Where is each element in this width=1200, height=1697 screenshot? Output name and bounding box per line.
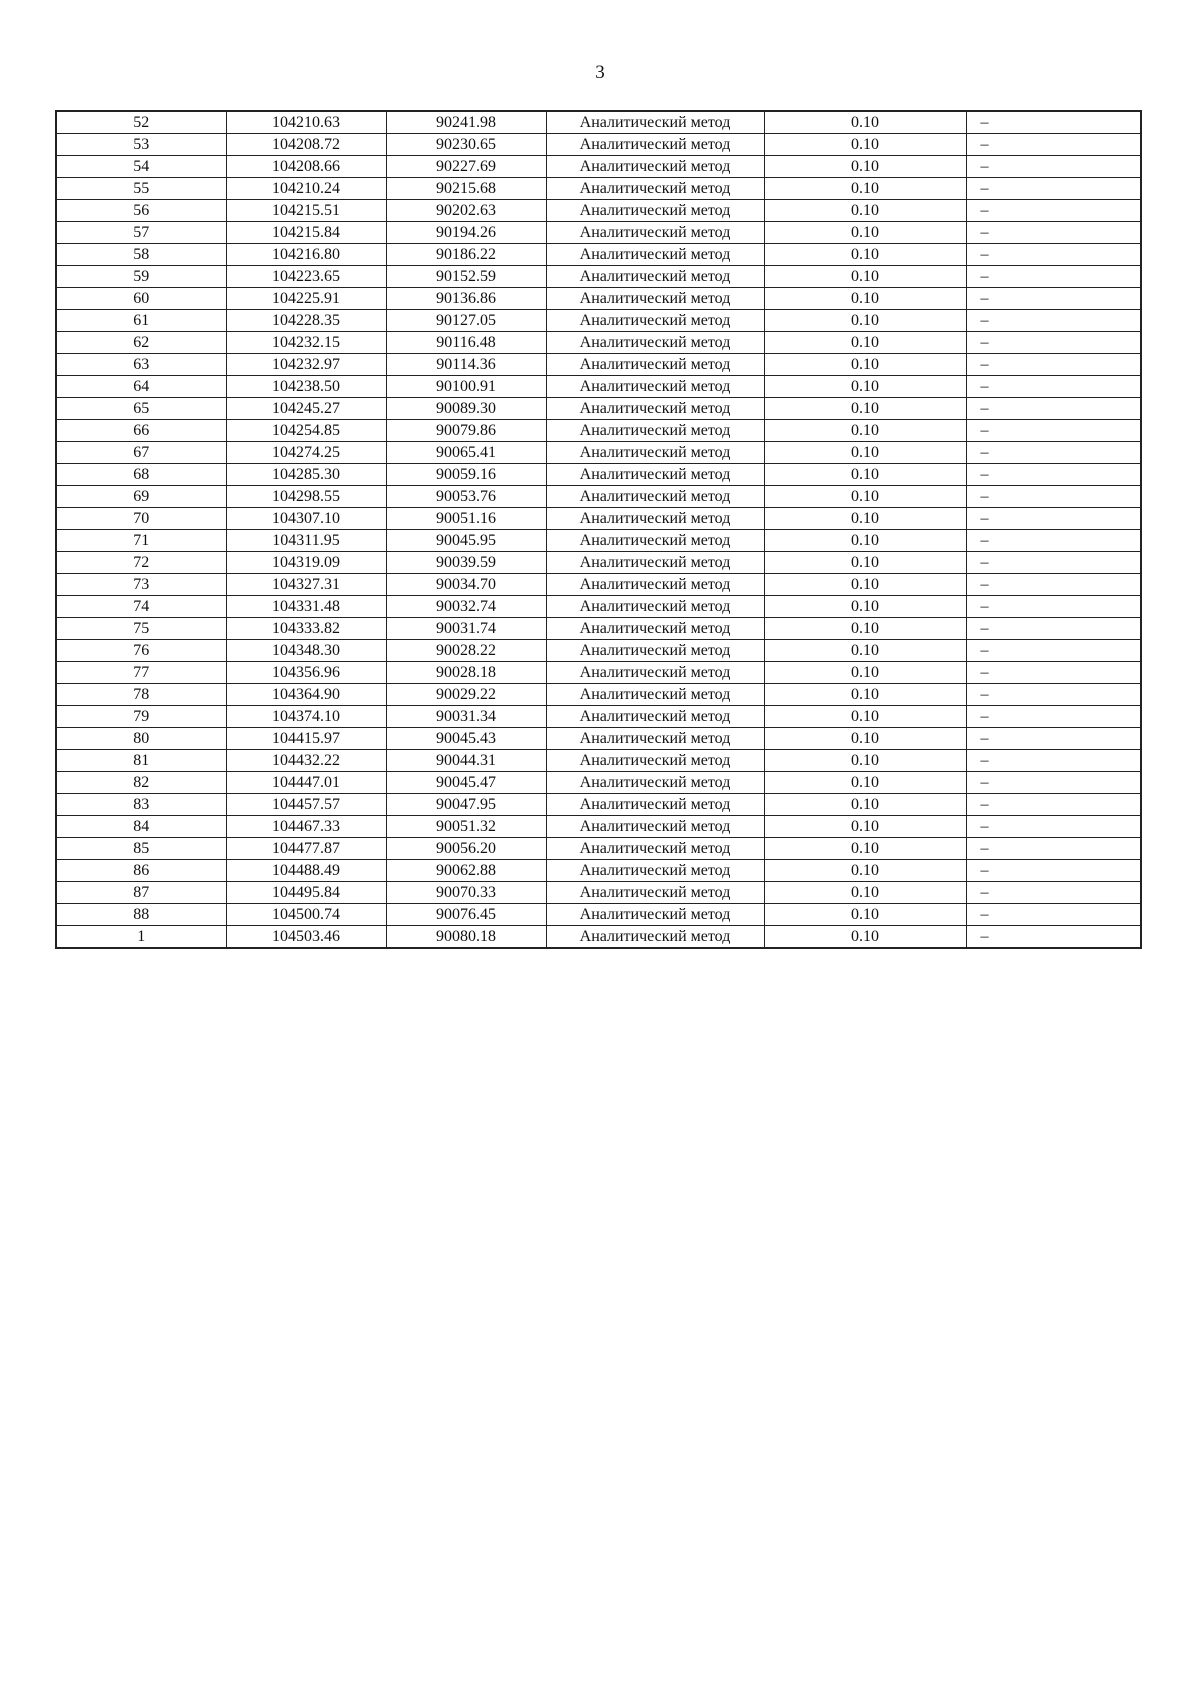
table-row (56, 266, 1141, 288)
note-cell: – (966, 222, 1141, 244)
y-coordinate-cell: 90114.36 (386, 354, 546, 376)
y-coordinate-cell: 90029.22 (386, 684, 546, 706)
x-coordinate-cell: 104254.85 (226, 420, 386, 442)
accuracy-cell: 0.10 (764, 904, 966, 926)
table-row (56, 442, 1141, 464)
accuracy-cell: 0.10 (764, 111, 966, 134)
point-number-cell: 53 (56, 134, 226, 156)
point-number-cell: 59 (56, 266, 226, 288)
x-coordinate-cell: 104457.57 (226, 794, 386, 816)
table-row (56, 200, 1141, 222)
point-number-cell: 63 (56, 354, 226, 376)
table-row (56, 662, 1141, 684)
y-coordinate-cell: 90056.20 (386, 838, 546, 860)
accuracy-cell: 0.10 (764, 552, 966, 574)
point-number-cell: 86 (56, 860, 226, 882)
coordinates-table-body (56, 111, 1141, 948)
method-cell: Аналитический метод (546, 111, 764, 134)
note-cell: – (966, 596, 1141, 618)
accuracy-cell: 0.10 (764, 706, 966, 728)
y-coordinate-cell: 90051.32 (386, 816, 546, 838)
table-row (56, 156, 1141, 178)
method-cell: Аналитический метод (546, 310, 764, 332)
method-cell: Аналитический метод (546, 618, 764, 640)
y-coordinate-cell: 90116.48 (386, 332, 546, 354)
y-coordinate-cell: 90215.68 (386, 178, 546, 200)
x-coordinate-cell: 104225.91 (226, 288, 386, 310)
point-number-cell: 87 (56, 882, 226, 904)
x-coordinate-cell: 104210.24 (226, 178, 386, 200)
y-coordinate-cell: 90079.86 (386, 420, 546, 442)
x-coordinate-cell: 104215.51 (226, 200, 386, 222)
y-coordinate-cell: 90152.59 (386, 266, 546, 288)
y-coordinate-cell: 90059.16 (386, 464, 546, 486)
note-cell: – (966, 574, 1141, 596)
accuracy-cell: 0.10 (764, 926, 966, 949)
method-cell: Аналитический метод (546, 926, 764, 949)
note-cell: – (966, 486, 1141, 508)
note-cell: – (966, 882, 1141, 904)
method-cell: Аналитический метод (546, 156, 764, 178)
x-coordinate-cell: 104210.63 (226, 111, 386, 134)
y-coordinate-cell: 90202.63 (386, 200, 546, 222)
note-cell: – (966, 750, 1141, 772)
accuracy-cell: 0.10 (764, 420, 966, 442)
table-row (56, 772, 1141, 794)
method-cell: Аналитический метод (546, 398, 764, 420)
table-row (56, 904, 1141, 926)
note-cell: – (966, 464, 1141, 486)
x-coordinate-cell: 104432.22 (226, 750, 386, 772)
point-number-cell: 69 (56, 486, 226, 508)
y-coordinate-cell: 90080.18 (386, 926, 546, 949)
table-row (56, 508, 1141, 530)
point-number-cell: 88 (56, 904, 226, 926)
note-cell: – (966, 794, 1141, 816)
y-coordinate-cell: 90227.69 (386, 156, 546, 178)
accuracy-cell: 0.10 (764, 464, 966, 486)
note-cell: – (966, 376, 1141, 398)
note-cell: – (966, 244, 1141, 266)
method-cell: Аналитический метод (546, 178, 764, 200)
note-cell: – (966, 838, 1141, 860)
method-cell: Аналитический метод (546, 904, 764, 926)
note-cell: – (966, 508, 1141, 530)
table-row (56, 750, 1141, 772)
table-row (56, 310, 1141, 332)
table-row (56, 111, 1141, 134)
note-cell: – (966, 706, 1141, 728)
accuracy-cell: 0.10 (764, 442, 966, 464)
method-cell: Аналитический метод (546, 200, 764, 222)
method-cell: Аналитический метод (546, 816, 764, 838)
point-number-cell: 1 (56, 926, 226, 949)
x-coordinate-cell: 104477.87 (226, 838, 386, 860)
point-number-cell: 80 (56, 728, 226, 750)
x-coordinate-cell: 104447.01 (226, 772, 386, 794)
point-number-cell: 54 (56, 156, 226, 178)
method-cell: Аналитический метод (546, 354, 764, 376)
method-cell: Аналитический метод (546, 750, 764, 772)
accuracy-cell: 0.10 (764, 728, 966, 750)
point-number-cell: 81 (56, 750, 226, 772)
point-number-cell: 75 (56, 618, 226, 640)
note-cell: – (966, 926, 1141, 949)
point-number-cell: 67 (56, 442, 226, 464)
x-coordinate-cell: 104216.80 (226, 244, 386, 266)
accuracy-cell: 0.10 (764, 662, 966, 684)
note-cell: – (966, 860, 1141, 882)
accuracy-cell: 0.10 (764, 530, 966, 552)
note-cell: – (966, 640, 1141, 662)
accuracy-cell: 0.10 (764, 640, 966, 662)
method-cell: Аналитический метод (546, 464, 764, 486)
table-row (56, 530, 1141, 552)
x-coordinate-cell: 104327.31 (226, 574, 386, 596)
accuracy-cell: 0.10 (764, 750, 966, 772)
method-cell: Аналитический метод (546, 860, 764, 882)
point-number-cell: 68 (56, 464, 226, 486)
table-row (56, 244, 1141, 266)
point-number-cell: 84 (56, 816, 226, 838)
y-coordinate-cell: 90034.70 (386, 574, 546, 596)
x-coordinate-cell: 104495.84 (226, 882, 386, 904)
accuracy-cell: 0.10 (764, 574, 966, 596)
table-row (56, 354, 1141, 376)
y-coordinate-cell: 90136.86 (386, 288, 546, 310)
y-coordinate-cell: 90047.95 (386, 794, 546, 816)
accuracy-cell: 0.10 (764, 618, 966, 640)
accuracy-cell: 0.10 (764, 156, 966, 178)
table-row (56, 222, 1141, 244)
y-coordinate-cell: 90089.30 (386, 398, 546, 420)
table-row (56, 882, 1141, 904)
note-cell: – (966, 156, 1141, 178)
method-cell: Аналитический метод (546, 376, 764, 398)
accuracy-cell: 0.10 (764, 772, 966, 794)
note-cell: – (966, 904, 1141, 926)
point-number-cell: 76 (56, 640, 226, 662)
accuracy-cell: 0.10 (764, 288, 966, 310)
x-coordinate-cell: 104364.90 (226, 684, 386, 706)
x-coordinate-cell: 104311.95 (226, 530, 386, 552)
y-coordinate-cell: 90070.33 (386, 882, 546, 904)
x-coordinate-cell: 104333.82 (226, 618, 386, 640)
note-cell: – (966, 134, 1141, 156)
accuracy-cell: 0.10 (764, 838, 966, 860)
x-coordinate-cell: 104331.48 (226, 596, 386, 618)
x-coordinate-cell: 104488.49 (226, 860, 386, 882)
x-coordinate-cell: 104319.09 (226, 552, 386, 574)
y-coordinate-cell: 90062.88 (386, 860, 546, 882)
method-cell: Аналитический метод (546, 332, 764, 354)
point-number-cell: 60 (56, 288, 226, 310)
table-row (56, 838, 1141, 860)
y-coordinate-cell: 90065.41 (386, 442, 546, 464)
table-row (56, 134, 1141, 156)
x-coordinate-cell: 104232.15 (226, 332, 386, 354)
y-coordinate-cell: 90127.05 (386, 310, 546, 332)
x-coordinate-cell: 104208.66 (226, 156, 386, 178)
accuracy-cell: 0.10 (764, 222, 966, 244)
note-cell: – (966, 728, 1141, 750)
point-number-cell: 65 (56, 398, 226, 420)
note-cell: – (966, 354, 1141, 376)
accuracy-cell: 0.10 (764, 200, 966, 222)
x-coordinate-cell: 104208.72 (226, 134, 386, 156)
table-row (56, 684, 1141, 706)
x-coordinate-cell: 104374.10 (226, 706, 386, 728)
method-cell: Аналитический метод (546, 574, 764, 596)
table-row (56, 618, 1141, 640)
method-cell: Аналитический метод (546, 596, 764, 618)
table-row (56, 486, 1141, 508)
note-cell: – (966, 618, 1141, 640)
method-cell: Аналитический метод (546, 838, 764, 860)
method-cell: Аналитический метод (546, 794, 764, 816)
method-cell: Аналитический метод (546, 486, 764, 508)
x-coordinate-cell: 104500.74 (226, 904, 386, 926)
y-coordinate-cell: 90044.31 (386, 750, 546, 772)
note-cell: – (966, 398, 1141, 420)
method-cell: Аналитический метод (546, 288, 764, 310)
y-coordinate-cell: 90194.26 (386, 222, 546, 244)
y-coordinate-cell: 90076.45 (386, 904, 546, 926)
x-coordinate-cell: 104215.84 (226, 222, 386, 244)
table-row (56, 574, 1141, 596)
x-coordinate-cell: 104274.25 (226, 442, 386, 464)
accuracy-cell: 0.10 (764, 684, 966, 706)
point-number-cell: 77 (56, 662, 226, 684)
point-number-cell: 62 (56, 332, 226, 354)
coordinates-table (55, 110, 1142, 949)
accuracy-cell: 0.10 (764, 508, 966, 530)
point-number-cell: 83 (56, 794, 226, 816)
method-cell: Аналитический метод (546, 662, 764, 684)
x-coordinate-cell: 104503.46 (226, 926, 386, 949)
note-cell: – (966, 420, 1141, 442)
accuracy-cell: 0.10 (764, 596, 966, 618)
method-cell: Аналитический метод (546, 728, 764, 750)
y-coordinate-cell: 90241.98 (386, 111, 546, 134)
x-coordinate-cell: 104245.27 (226, 398, 386, 420)
accuracy-cell: 0.10 (764, 882, 966, 904)
x-coordinate-cell: 104415.97 (226, 728, 386, 750)
x-coordinate-cell: 104228.35 (226, 310, 386, 332)
x-coordinate-cell: 104356.96 (226, 662, 386, 684)
point-number-cell: 71 (56, 530, 226, 552)
table-row (56, 420, 1141, 442)
accuracy-cell: 0.10 (764, 266, 966, 288)
note-cell: – (966, 442, 1141, 464)
table-row (56, 728, 1141, 750)
accuracy-cell: 0.10 (764, 794, 966, 816)
point-number-cell: 66 (56, 420, 226, 442)
note-cell: – (966, 816, 1141, 838)
x-coordinate-cell: 104232.97 (226, 354, 386, 376)
point-number-cell: 61 (56, 310, 226, 332)
page-number: 3 (595, 62, 605, 83)
table-row (56, 794, 1141, 816)
accuracy-cell: 0.10 (764, 354, 966, 376)
method-cell: Аналитический метод (546, 684, 764, 706)
point-number-cell: 52 (56, 111, 226, 134)
accuracy-cell: 0.10 (764, 860, 966, 882)
point-number-cell: 79 (56, 706, 226, 728)
method-cell: Аналитический метод (546, 640, 764, 662)
note-cell: – (966, 200, 1141, 222)
table-row (56, 464, 1141, 486)
point-number-cell: 82 (56, 772, 226, 794)
table-row (56, 926, 1141, 949)
method-cell: Аналитический метод (546, 706, 764, 728)
method-cell: Аналитический метод (546, 552, 764, 574)
method-cell: Аналитический метод (546, 772, 764, 794)
point-number-cell: 74 (56, 596, 226, 618)
note-cell: – (966, 662, 1141, 684)
y-coordinate-cell: 90100.91 (386, 376, 546, 398)
table-row (56, 332, 1141, 354)
note-cell: – (966, 684, 1141, 706)
x-coordinate-cell: 104467.33 (226, 816, 386, 838)
point-number-cell: 78 (56, 684, 226, 706)
x-coordinate-cell: 104238.50 (226, 376, 386, 398)
table-row (56, 816, 1141, 838)
note-cell: – (966, 178, 1141, 200)
point-number-cell: 73 (56, 574, 226, 596)
accuracy-cell: 0.10 (764, 244, 966, 266)
x-coordinate-cell: 104285.30 (226, 464, 386, 486)
note-cell: – (966, 288, 1141, 310)
table-row (56, 376, 1141, 398)
note-cell: – (966, 530, 1141, 552)
accuracy-cell: 0.10 (764, 486, 966, 508)
table-row (56, 640, 1141, 662)
table-row (56, 552, 1141, 574)
y-coordinate-cell: 90031.34 (386, 706, 546, 728)
point-number-cell: 72 (56, 552, 226, 574)
accuracy-cell: 0.10 (764, 310, 966, 332)
point-number-cell: 55 (56, 178, 226, 200)
accuracy-cell: 0.10 (764, 376, 966, 398)
point-number-cell: 70 (56, 508, 226, 530)
point-number-cell: 57 (56, 222, 226, 244)
accuracy-cell: 0.10 (764, 398, 966, 420)
table-row (56, 288, 1141, 310)
x-coordinate-cell: 104223.65 (226, 266, 386, 288)
y-coordinate-cell: 90032.74 (386, 596, 546, 618)
y-coordinate-cell: 90031.74 (386, 618, 546, 640)
y-coordinate-cell: 90186.22 (386, 244, 546, 266)
accuracy-cell: 0.10 (764, 134, 966, 156)
table-row (56, 596, 1141, 618)
point-number-cell: 64 (56, 376, 226, 398)
method-cell: Аналитический метод (546, 882, 764, 904)
accuracy-cell: 0.10 (764, 816, 966, 838)
note-cell: – (966, 772, 1141, 794)
note-cell: – (966, 332, 1141, 354)
table-row (56, 398, 1141, 420)
point-number-cell: 58 (56, 244, 226, 266)
accuracy-cell: 0.10 (764, 332, 966, 354)
note-cell: – (966, 552, 1141, 574)
x-coordinate-cell: 104298.55 (226, 486, 386, 508)
note-cell: – (966, 266, 1141, 288)
y-coordinate-cell: 90230.65 (386, 134, 546, 156)
point-number-cell: 85 (56, 838, 226, 860)
y-coordinate-cell: 90028.18 (386, 662, 546, 684)
method-cell: Аналитический метод (546, 134, 764, 156)
note-cell: – (966, 310, 1141, 332)
point-number-cell: 56 (56, 200, 226, 222)
accuracy-cell: 0.10 (764, 178, 966, 200)
y-coordinate-cell: 90028.22 (386, 640, 546, 662)
method-cell: Аналитический метод (546, 266, 764, 288)
x-coordinate-cell: 104307.10 (226, 508, 386, 530)
table-row (56, 860, 1141, 882)
note-cell: – (966, 111, 1141, 134)
method-cell: Аналитический метод (546, 508, 764, 530)
table-row (56, 178, 1141, 200)
y-coordinate-cell: 90051.16 (386, 508, 546, 530)
x-coordinate-cell: 104348.30 (226, 640, 386, 662)
y-coordinate-cell: 90045.95 (386, 530, 546, 552)
y-coordinate-cell: 90039.59 (386, 552, 546, 574)
y-coordinate-cell: 90045.43 (386, 728, 546, 750)
y-coordinate-cell: 90053.76 (386, 486, 546, 508)
y-coordinate-cell: 90045.47 (386, 772, 546, 794)
method-cell: Аналитический метод (546, 530, 764, 552)
table-row (56, 706, 1141, 728)
method-cell: Аналитический метод (546, 244, 764, 266)
method-cell: Аналитический метод (546, 420, 764, 442)
method-cell: Аналитический метод (546, 222, 764, 244)
method-cell: Аналитический метод (546, 442, 764, 464)
